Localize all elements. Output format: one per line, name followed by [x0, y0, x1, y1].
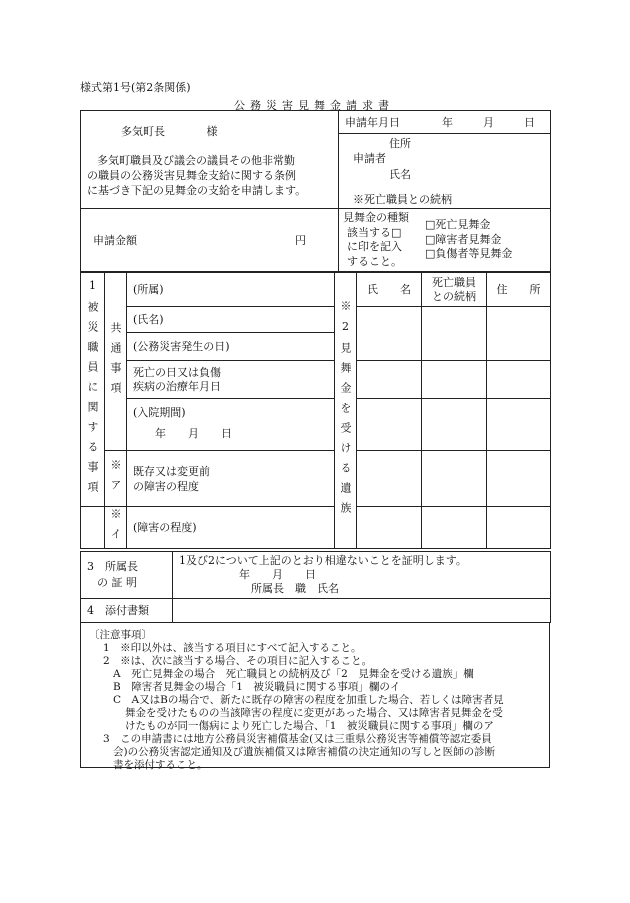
heir-3-relation[interactable]	[422, 399, 487, 451]
prior-disability-label-1: 既存又は変更前	[133, 464, 210, 478]
victim-name-field[interactable]	[127, 307, 335, 333]
item-i-label: ※イ	[105, 507, 127, 549]
application-header-table	[80, 110, 551, 272]
date-day-label: 日	[524, 115, 535, 129]
payment-type-options	[425, 211, 512, 269]
certificate-date: 年 月 日	[239, 568, 316, 581]
form-number-label: 様式第1号(第2条関係)	[80, 81, 191, 94]
heir-5-address[interactable]	[487, 507, 551, 549]
heir-4-name[interactable]	[357, 451, 422, 507]
heir-2-relation[interactable]	[422, 361, 487, 399]
note-2c: C A又はBの場合で、新たに既存の障害の程度を加重した場合、若しくは障害者見	[113, 694, 504, 706]
heir-5-relation[interactable]	[422, 507, 487, 549]
date-year-label: 年	[442, 115, 453, 129]
payment-type-instruction-1: 該当する□	[347, 225, 402, 239]
death-injury-label-1: 死亡の日又は負傷	[133, 365, 221, 379]
heir-4-relation[interactable]	[422, 451, 487, 507]
heir-2-address[interactable]	[487, 361, 551, 399]
prior-disability-label-2: の障害の程度	[133, 479, 199, 493]
heir-col-relation-line-1: 死亡職員	[432, 275, 476, 289]
note-2c-line-2: 舞金を受けたものの当該障害の程度に変更があった場合、又は障害者見舞金を受	[125, 707, 503, 719]
yen-label: 円	[295, 233, 306, 247]
note-2: 2 ※は、次に該当する場合、その項目に記入すること。	[103, 655, 373, 667]
heir-col-relation	[422, 273, 487, 307]
heir-4-address[interactable]	[487, 451, 551, 507]
attachments-field[interactable]	[173, 599, 551, 623]
option-disability-benefit[interactable]: □障害者見舞金	[425, 232, 502, 246]
heir-2-name[interactable]	[357, 361, 422, 399]
application-date-row[interactable]	[339, 111, 550, 134]
heir-3-name[interactable]	[357, 399, 422, 451]
heir-5-name[interactable]	[357, 507, 422, 549]
payment-type-label: 見舞金の種類	[343, 211, 409, 224]
heir-col-relation-line-2: との続柄	[432, 289, 476, 303]
prior-disability-field[interactable]	[127, 451, 335, 507]
death-injury-label-2: 疾病の治療年月日	[133, 379, 221, 393]
note-2a: A 死亡見舞金の場合 死亡職員との続柄及び「2 見舞金を受ける遺族」欄	[113, 668, 474, 680]
address-label: 住所	[389, 137, 411, 150]
payment-type-cell	[339, 209, 551, 272]
note-3-line-3: 書を添付すること。	[113, 759, 208, 771]
heir-col-name: 氏 名	[357, 273, 422, 307]
certificate-content-cell[interactable]	[173, 552, 551, 599]
notes-box	[80, 622, 550, 771]
name-label: 氏名	[389, 168, 411, 181]
heir-1-address[interactable]	[487, 307, 551, 361]
document-title: 公務災害見舞金請求書	[234, 99, 394, 112]
addressee-name: 多気町長	[121, 125, 165, 138]
common-items-label: 共通事項	[105, 273, 127, 451]
certificate-label-line-2: の 証 明	[97, 576, 137, 589]
certificate-signer: 所属長 職 氏名	[251, 582, 339, 595]
note-3-line-2: 会)の公務災害認定通知及び遺族補償又は障害補償の決定通知の写しと医師の診断	[113, 746, 496, 758]
amount-cell[interactable]	[81, 209, 339, 272]
affiliation-label: (所属)	[133, 283, 164, 296]
option-death-benefit[interactable]: □死亡見舞金	[425, 218, 491, 231]
date-month-label: 月	[483, 115, 494, 129]
hospital-period-date: 年 月 日	[155, 427, 232, 440]
disability-degree-field[interactable]	[127, 507, 335, 549]
attachments-label-cell	[81, 599, 173, 623]
payment-type-instructions	[343, 211, 425, 269]
amount-label: 申請金額	[93, 233, 137, 247]
victim-section-label: 1被災職員に関する事項	[81, 273, 105, 507]
payment-type-instruction-3: すること。	[347, 254, 402, 268]
certificate-statement: 1及び2について上記のとおり相違ないことを証明します。	[179, 554, 467, 567]
option-injury-benefit[interactable]: □負傷者等見舞金	[425, 247, 513, 260]
note-1: 1 ※印以外は、該当する項目にすべて記入すること。	[103, 642, 362, 654]
note-3: 3 この申請書には地方公務員災害補償基金(又は三重県公務災害等補償等認定委員	[103, 733, 492, 745]
applicant-cell	[339, 111, 551, 209]
attachments-label: 4 添付書類	[87, 604, 149, 617]
heir-1-relation[interactable]	[422, 307, 487, 361]
victim-heir-table	[80, 272, 551, 549]
notes-heading: 〔注意事項〕	[89, 629, 152, 641]
applicant-label: 申請者	[353, 152, 386, 165]
disaster-date-field[interactable]	[127, 333, 335, 361]
payment-type-instruction-2: に印を記入	[347, 240, 402, 253]
heir-col-address: 住 所	[487, 273, 551, 307]
applicant-info-area[interactable]	[339, 134, 550, 208]
note-2c-line-3: けたものが同一傷病により死亡した場合、「1 被災職員に関する事項」欄のア	[125, 720, 494, 732]
heir-1-name[interactable]	[357, 307, 422, 361]
addressee-honorific: 様	[206, 125, 218, 138]
heir-3-address[interactable]	[487, 399, 551, 451]
victim-label-continued	[81, 507, 105, 549]
addressee-cell	[81, 111, 339, 209]
request-text-line-1: 多気町職員及び議会の議員その他非常勤	[97, 154, 295, 167]
hospital-period-field[interactable]	[127, 399, 335, 451]
application-date-label: 申請年月日	[345, 115, 400, 129]
heir-section-label: ※2見舞金を受ける遺族	[335, 273, 357, 549]
request-text-line-2: の職員の公務災害見舞金支給に関する条例	[87, 169, 296, 182]
disaster-date-label: (公務災害発生の日)	[133, 340, 230, 353]
certificate-label-cell	[81, 552, 173, 599]
affiliation-field[interactable]	[127, 273, 335, 307]
certificate-label-line-1: 3 所属長	[87, 560, 138, 573]
deceased-relation-note: ※死亡職員との続柄	[353, 193, 452, 206]
hospital-period-label: (入院期間)	[133, 406, 186, 419]
victim-name-label: (氏名)	[133, 313, 164, 326]
death-injury-date-field[interactable]	[127, 361, 335, 399]
certificate-table	[80, 551, 551, 623]
item-a-label: ※ア	[105, 451, 127, 507]
request-text-line-3: に基づき下記の見舞金の支給を申請します。	[87, 184, 307, 197]
disability-degree-label: (障害の程度)	[133, 521, 197, 534]
note-2b: B 障害者見舞金の場合「1 被災職員に関する事項」欄のイ	[113, 681, 401, 693]
